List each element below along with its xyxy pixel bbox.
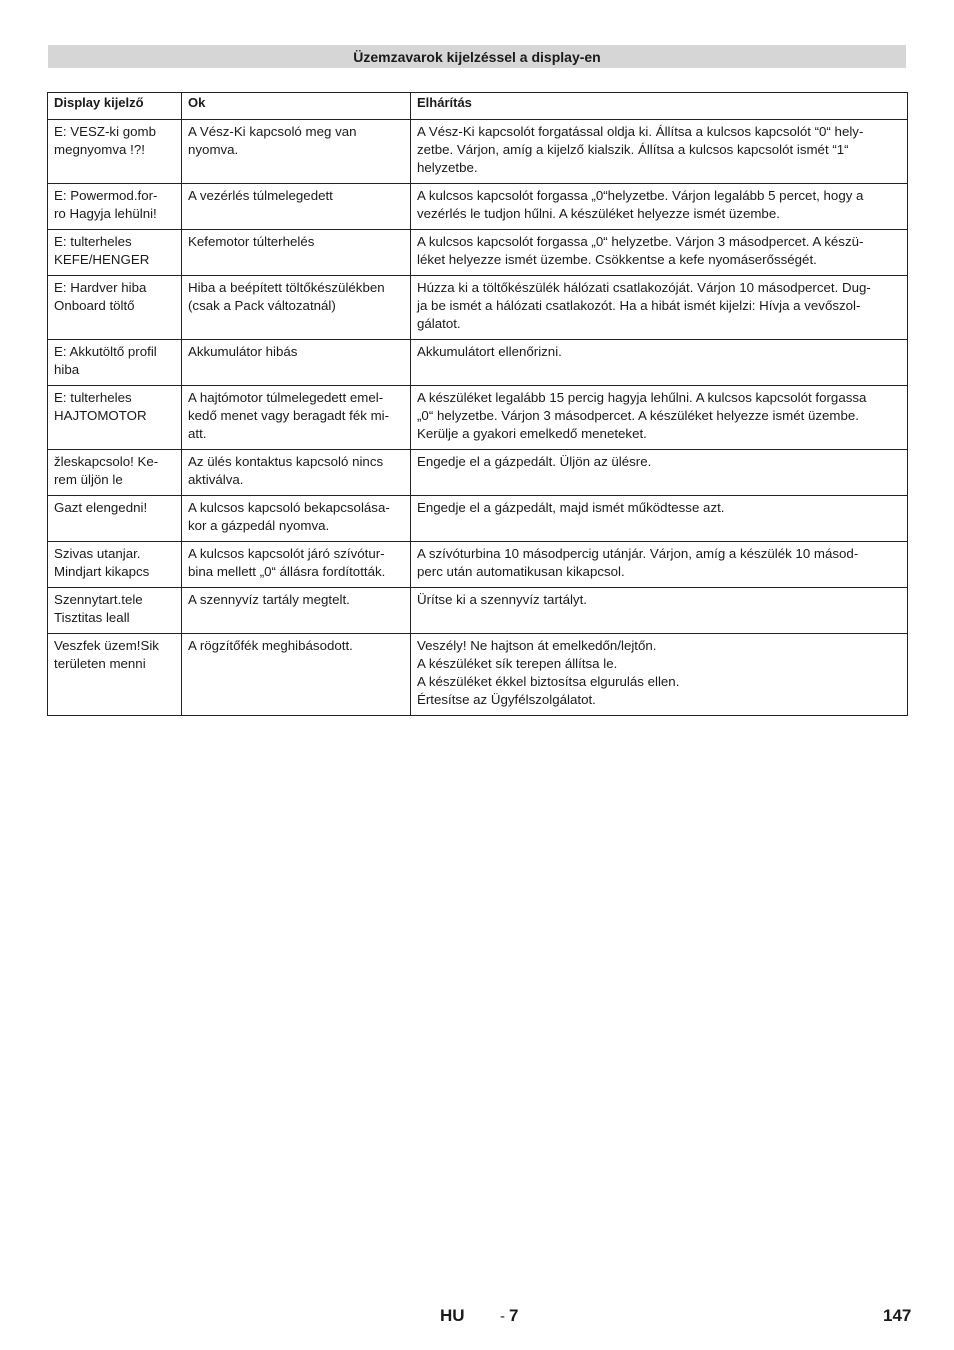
cell-text-line: E: Powermod.for- [54,188,158,203]
cell-text-line: HAJTOMOTOR [54,408,147,423]
cell-text-line: E: Hardver hiba [54,280,147,295]
cell-text-line: E: Akkutöltő profil [54,344,157,359]
cell-text-line: Onboard töltő [54,298,135,313]
cell-text-line: A Vész-Ki kapcsolót forgatással oldja ki. Állítsa a kulcsos kapcsolót “0“ hely- [417,124,864,139]
fault-table-body [48,120,908,716]
footer-separator: - [500,1308,505,1325]
cell-display [48,230,182,276]
table-row [48,450,908,496]
cell-text-line: hiba [54,362,80,377]
column-header-remedy: Elhárítás [411,93,908,120]
cell-text-line: Szennytart.tele [54,592,143,607]
cell-remedy [411,450,908,496]
cell-text-line: A rögzítőfék meghibásodott. [188,638,353,653]
cell-text-line: Mindjart kikapcs [54,564,150,579]
cell-display [48,588,182,634]
cell-cause [182,230,411,276]
cell-display [48,120,182,184]
cell-remedy [411,386,908,450]
cell-text-line: Tisztitas leall [54,610,130,625]
cell-remedy [411,588,908,634]
table-row [48,496,908,542]
cell-text-line: ja be ismét a hálózati csatlakozót. Ha a hibát ismét kijelzi: Hívja a vevőszol- [417,298,861,313]
cell-text-line: rem üljön le [54,472,123,487]
cell-text-line: A szennyvíz tartály megtelt. [188,592,350,607]
cell-text-line: gálatot. [417,316,461,331]
cell-text-line: E: tulterheles [54,234,132,249]
cell-text-line: aktiválva. [188,472,244,487]
cell-text-line: A kulcsos kapcsoló bekapcsolása- [188,500,390,515]
table-row [48,230,908,276]
cell-text-line: Szivas utanjar. [54,546,141,561]
column-header-display: Display kijelző [48,93,182,120]
cell-text-line: zetbe. Várjon, amíg a kijelző kialszik. Állítsa a kulcsos kapcsolót ismét “1“ [417,142,849,157]
cell-remedy [411,276,908,340]
cell-text-line: A kulcsos kapcsolót járó szívótur- [188,546,385,561]
cell-remedy [411,230,908,276]
cell-text-line: Veszfek üzem!Sik [54,638,159,653]
cell-display [48,496,182,542]
cell-text-line: bina mellett „0“ állásra fordították. [188,564,386,579]
cell-display [48,542,182,588]
cell-text-line: kedő menet vagy beragadt fék mi- [188,408,390,423]
cell-text-line: helyzetbe. [417,160,478,175]
cell-text-line: A vezérlés túlmelegedett [188,188,333,203]
cell-cause [182,120,411,184]
table-row [48,588,908,634]
cell-text-line: megnyomva !?! [54,142,145,157]
cell-text-line: Ürítse ki a szennyvíz tartályt. [417,592,587,607]
cell-text-line: E: VESZ-ki gomb [54,124,156,139]
table-row [48,542,908,588]
section-title: Üzemzavarok kijelzéssel a display-en [48,45,906,68]
cell-text-line: Húzza ki a töltőkészülék hálózati csatlakozóját. Várjon 10 másodpercet. Dug- [417,280,871,295]
cell-display [48,634,182,716]
cell-display [48,276,182,340]
cell-text-line: žleskapcsolo! Ke- [54,454,159,469]
cell-text-line: Az ülés kontaktus kapcsoló nincs [188,454,384,469]
cell-text-line: KEFE/HENGER [54,252,150,267]
cell-cause [182,276,411,340]
cell-display [48,450,182,496]
column-header-cause: Ok [182,93,411,120]
cell-remedy [411,496,908,542]
cell-remedy [411,542,908,588]
table-header-row [48,93,908,120]
footer-language: HU [440,1306,465,1325]
cell-text-line: A készüléket ékkel biztosítsa elgurulás ellen. [417,674,680,689]
cell-text-line: A Vész-Ki kapcsoló meg van [188,124,357,139]
cell-text-line: Hiba a beépített töltőkészülékben [188,280,385,295]
cell-text-line: nyomva. [188,142,239,157]
footer-page-number: 147 [883,1306,912,1325]
cell-text-line: A készüléket sík terepen állítsa le. [417,656,618,671]
cell-text-line: A szívóturbina 10 másodpercig utánjár. Várjon, amíg a készülék 10 másod- [417,546,859,561]
cell-text-line: kor a gázpedál nyomva. [188,518,330,533]
cell-text-line: vezérlés le tudjon hűlni. A készüléket helyezze ismét üzembe. [417,206,780,221]
cell-cause [182,588,411,634]
cell-text-line: „0“ helyzetbe. Várjon 3 másodpercet. A készüléket helyezze ismét üzembe. [417,408,859,423]
cell-text-line: Értesítse az Ügyfélszolgálatot. [417,692,596,707]
fault-table [47,92,908,716]
cell-remedy [411,184,908,230]
cell-cause [182,542,411,588]
cell-cause [182,340,411,386]
table-row [48,634,908,716]
cell-text-line: Akkumulátort ellenőrizni. [417,344,562,359]
cell-text-line: Kerülje a gyakori emelkedő meneteket. [417,426,647,441]
cell-text-line: Gazt elengedni! [54,500,148,515]
cell-remedy [411,120,908,184]
cell-cause [182,386,411,450]
cell-text-line: A kulcsos kapcsolót forgassa „0“ helyzetbe. Várjon 3 másodpercet. A készü- [417,234,864,249]
cell-text-line: att. [188,426,207,441]
cell-text-line: (csak a Pack változatnál) [188,298,336,313]
cell-text-line: A hajtómotor túlmelegedett emel- [188,390,384,405]
table-row [48,184,908,230]
cell-text-line: Akkumulátor hibás [188,344,298,359]
footer-section-page: 7 [509,1306,519,1325]
cell-text-line: E: tulterheles [54,390,132,405]
cell-cause [182,184,411,230]
cell-cause [182,634,411,716]
cell-text-line: léket helyezze ismét üzembe. Csökkentse a kefe nyomáserősségét. [417,252,817,267]
cell-text-line: Kefemotor túlterhelés [188,234,315,249]
cell-remedy [411,634,908,716]
cell-text-line: Engedje el a gázpedált. Üljön az ülésre. [417,454,652,469]
table-row [48,340,908,386]
table-row [48,276,908,340]
table-row [48,120,908,184]
cell-display [48,184,182,230]
cell-text-line: A készüléket legalább 15 percig hagyja lehűlni. A kulcsos kapcsolót forgassa [417,390,867,405]
cell-display [48,340,182,386]
cell-cause [182,496,411,542]
cell-text-line: területen menni [54,656,146,671]
cell-text-line: perc után automatikusan kikapcsol. [417,564,625,579]
cell-text-line: Engedje el a gázpedált, majd ismét működtesse azt. [417,500,725,515]
table-row [48,386,908,450]
cell-text-line: A kulcsos kapcsolót forgassa „0“helyzetbe. Várjon legalább 5 percet, hogy a [417,188,864,203]
cell-text-line: Veszély! Ne hajtson át emelkedőn/lejtőn. [417,638,657,653]
cell-remedy [411,340,908,386]
cell-text-line: ro Hagyja lehülni! [54,206,157,221]
cell-cause [182,450,411,496]
cell-display [48,386,182,450]
